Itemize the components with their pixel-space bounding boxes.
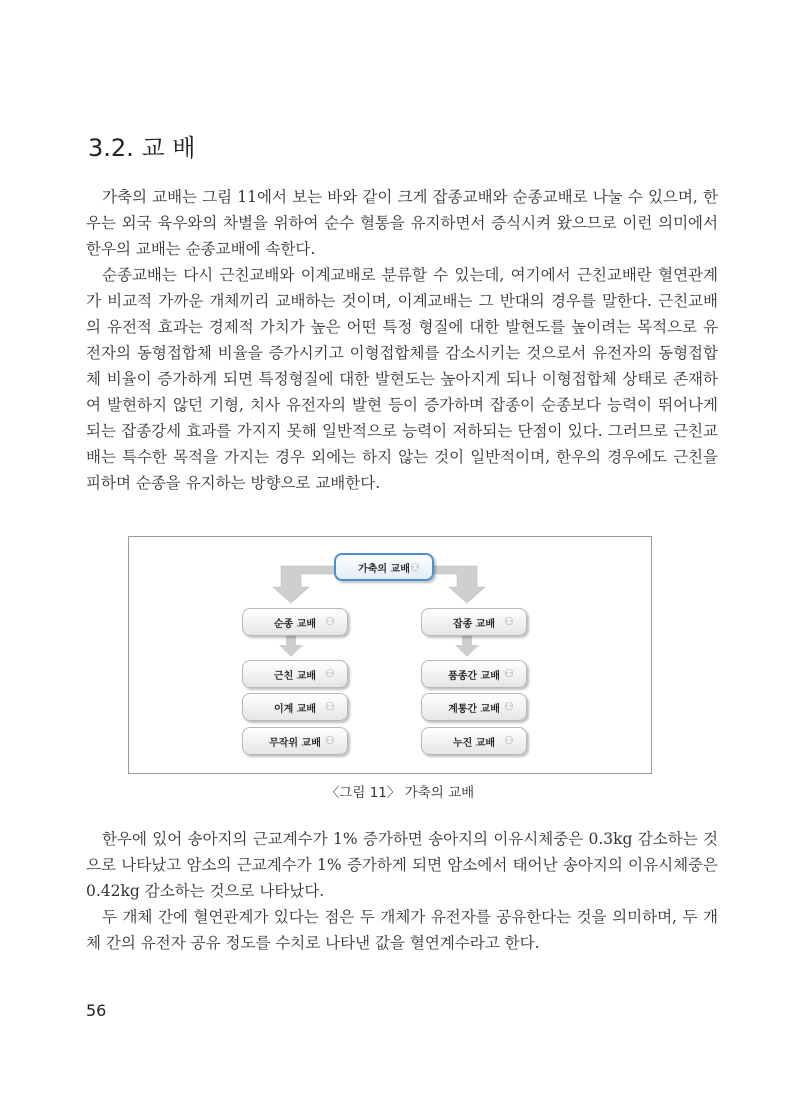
node-root <box>334 553 434 581</box>
person-icon: ⚇ <box>504 615 514 628</box>
person-icon: ⚇ <box>504 700 514 713</box>
arrow-root-to-right <box>429 566 485 603</box>
arrow-root-to-left <box>273 566 334 603</box>
person-icon: ⚇ <box>504 667 514 680</box>
node-label: 근친 교배 <box>273 670 317 682</box>
section-number: 3.2. <box>88 134 134 162</box>
node-right-child <box>421 727 527 755</box>
paragraph: 한우에 있어 송아지의 근교계수가 1% 증가하면 송아지의 이유시체중은 0.3kg 감소하는 것으로 나타났고 암소의 근교계수가 1% 증가하게 되면 암소에서 태어난 송아지의 이유시체중은 0.42kg 감소하는 것으로 나타났다. <box>86 830 718 900</box>
person-icon: ⚇ <box>410 561 420 574</box>
node-label: 이계 교배 <box>273 703 317 715</box>
body-text-bottom <box>86 826 718 956</box>
node-label: 무작위 교배 <box>269 737 321 749</box>
body-text-top <box>86 184 718 496</box>
page-number: 56 <box>86 1001 107 1020</box>
section-heading <box>88 128 195 163</box>
person-icon: ⚇ <box>325 734 335 747</box>
node-label: 가축의 교배 <box>358 563 410 575</box>
node-label: 품종간 교배 <box>448 670 500 682</box>
arrow-left-down <box>279 635 303 657</box>
arrow-right-down <box>455 635 479 657</box>
node-label: 계통간 교배 <box>448 703 500 715</box>
breeding-diagram <box>128 536 652 774</box>
node-label: 순종 교배 <box>273 618 317 630</box>
node-right-child <box>421 693 527 721</box>
person-icon: ⚇ <box>325 615 335 628</box>
paragraph: 가축의 교배는 그림 11에서 보는 바와 같이 크게 잡종교배와 순종교배로 나눌 수 있으며, 한우는 외국 육우와의 차별을 위하여 순수 혈통을 유지하면서 증식시켜 왔으므로 이런 의미에서 한우의 교배는 순종교배에 속한다. <box>86 188 718 258</box>
figure-caption: 〈그림 11〉 가축의 교배 <box>325 785 475 801</box>
section-title: 교 배 <box>141 134 196 162</box>
node-label: 누진 교배 <box>452 737 496 749</box>
person-icon: ⚇ <box>504 734 514 747</box>
node-right-head <box>421 608 527 636</box>
node-right-child <box>421 660 527 688</box>
node-left-child <box>242 727 348 755</box>
person-icon: ⚇ <box>325 667 335 680</box>
node-left-head <box>242 608 348 636</box>
node-left-child <box>242 660 348 688</box>
paragraph: 두 개체 간에 혈연관계가 있다는 점은 두 개체가 유전자를 공유한다는 것을 의미하며, 두 개체 간의 유전자 공유 정도를 수치로 나타낸 값을 혈연계수라고 한다. <box>86 908 718 952</box>
paragraph: 순종교배는 다시 근친교배와 이계교배로 분류할 수 있는데, 여기에서 근친교배란 혈연관계가 비교적 가까운 개체끼리 교배하는 것이며, 이계교배는 그 반대의 경우를 말한다. 근친교배의 유전적 효과는 경제적 가치가 높은 어떤 특정 형질에 대한 발현도를 높이려는 목적으로 유전자의 동형접합체 비율을 증가시키고 이형접합체를 감소시키는 것으로서 유전자의 동형접합체 비율이 증가하게 되면 특정형질에 대한 발현도는 높아지게 되나 이형접합체 상태로 존재하여 발현하지 않던 기형, 치사 유전자의 발현 등이 증가하며 잡종이 순종보다 능력이 뛰어나게 되는 잡종강세 효과를 가지지 못해 일반적으로 능력이 저하되는 단점이 있다. 그러므로 근친교배는 특수한 목적을 가지는 경우 외에는 하지 않는 것이 일반적이며, 한우의 경우에도 근친을 피하며 순종을 유지하는 방향으로 교배한다. <box>86 266 718 492</box>
node-left-child <box>242 693 348 721</box>
node-label: 잡종 교배 <box>452 618 496 630</box>
person-icon: ⚇ <box>325 700 335 713</box>
